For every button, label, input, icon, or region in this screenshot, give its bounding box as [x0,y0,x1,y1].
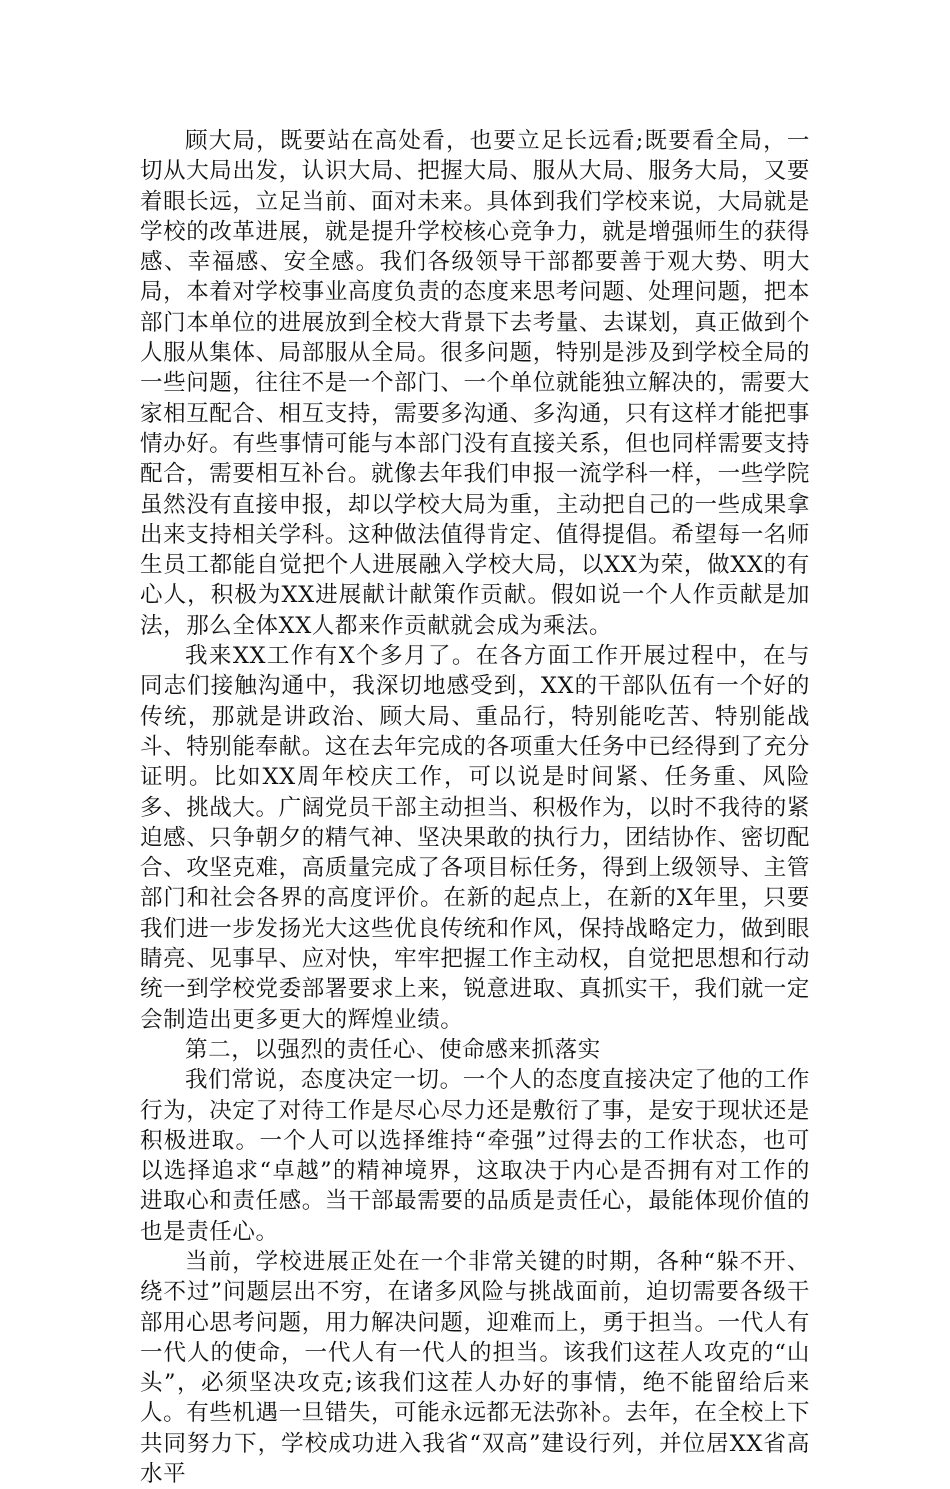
document-body [140,126,810,1489]
paragraph-attitude: 我们常说，态度决定一切。一个人的态度直接决定了他的工作行为，决定了对待工作是尽心尽力还是敷衍了事，是安于现状还是积极进取。一个人可以选择维持“牵强”过得去的工作状态，也可以选择追求“卓越”的精神境界，这取决于内心是否拥有对工作的进取心和责任感。当干部最需要的品质是责任心，最能体现价值的也是责任心。 [140,1067,810,1245]
paragraph-cadre-tradition: 我来XX工作有X个多月了。在各方面工作开展过程中，在与同志们接触沟通中，我深切地感受到，XX的干部队伍有一个好的传统，那就是讲政治、顾大局、重品行，特别能吃苦、特别能战斗、特别能奉献。这在去年完成的各项重大任务中已经得到了充分证明。比如XX周年校庆工作，可以说是时间紧、任务重、风险多、挑战大。广阔党员干部主动担当、积极作为，以时不我待的紧迫感、只争朝夕的精气神、坚决果敢的执行力，团结协作、密切配合、攻坚克难，高质量完成了各项目标任务，得到上级领导、主管部门和社会各界的高度评价。在新的起点上，在新的X年里，只要我们进一步发扬光大这些优良传统和作风，保持战略定力，做到眼睛亮、见事早、应对快，牢牢把握工作主动权，自觉把思想和行动统一到学校党委部署要求上来，锐意进取、真抓实干，我们就一定会制造出更多更大的辉煌业绩。 [140,643,810,1033]
paragraph-current-situation: 当前，学校进展正处在一个非常关键的时期，各种“躲不开、绕不过”问题层出不穷，在诸多风险与挑战面前，迫切需要各级干部用心思考问题，用力解决问题，迎难而上，勇于担当。一代人有一代人的使命，一代人有一代人的担当。该我们这茬人攻克的“山头”，必须坚决攻克;该我们这茬人办好的事情，绝不能留给后来人。有些机遇一旦错失，可能永远都无法弥补。去年，在全校上下共同努力下，学校成功进入我省“双高”建设行列，并位居XX省高水平 [140,1248,810,1488]
section-heading-responsibility: 第二，以强烈的责任心、使命感来抓落实 [185,1036,601,1063]
paragraph-overall-situation: 顾大局，既要站在高处看，也要立足长远看;既要看全局，一切从大局出发，认识大局、把握大局、服从大局、服务大局，又要着眼长远，立足当前、面对未来。具体到我们学校来说，大局就是学校的改革进展，就是提升学校核心竞争力，就是增强师生的获得感、幸福感、安全感。我们各级领导干部都要善于观大势、明大局，本着对学校事业高度负责的态度来思考问题、处理问题，把本部门本单位的进展放到全校大背景下去考量、去谋划，真正做到个人服从集体、局部服从全局。很多问题，特别是涉及到学校全局的一些问题，往往不是一个部门、一个单位就能独立解决的，需要大家相互配合、相互支持，需要多沟通、多沟通，只有这样才能把事情办好。有些事情可能与本部门没有直接关系，但也同样需要支持配合，需要相互补台。就像去年我们申报一流学科一样，一些学院虽然没有直接申报，却以学校大局为重，主动把自己的一些成果拿出来支持相关学科。这种做法值得肯定、值得提倡。希望每一名师生员工都能自觉把个人进展融入学校大局，以XX为荣，做XX的有心人，积极为XX进展献计献策作贡献。假如说一个人作贡献是加法，那么全体XX人都来作贡献就会成为乘法。 [140,128,810,639]
